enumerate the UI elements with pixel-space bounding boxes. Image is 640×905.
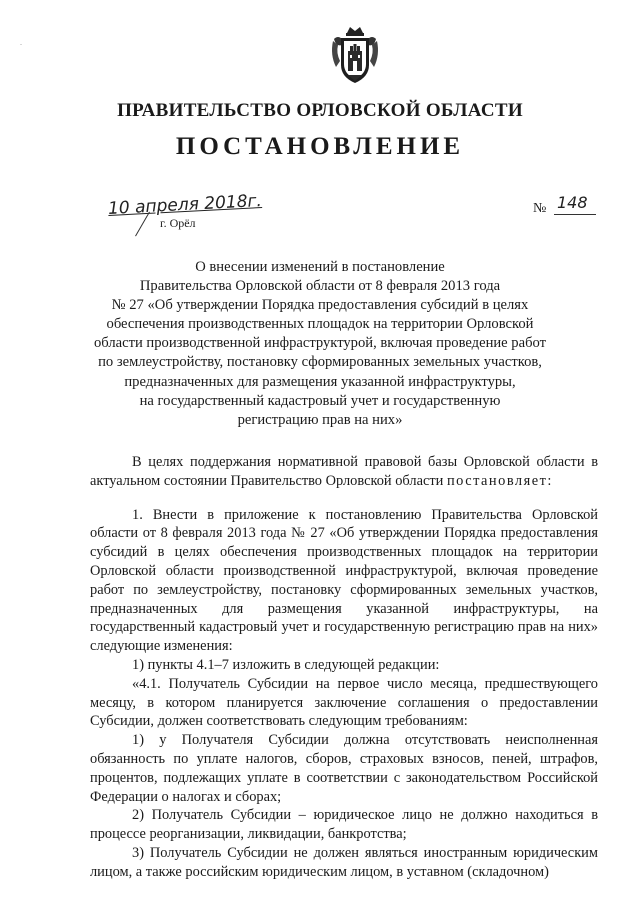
decree-word: постановляет: xyxy=(446,472,553,489)
number-underline xyxy=(554,214,596,215)
city-label: г. Орёл xyxy=(160,216,196,230)
subject-line: О внесении изменений в постановление xyxy=(195,259,445,275)
clause-paragraph: 1. Внести в приложение к постановлению Правительства Орловской области от 8 февраля 2013 года № 27 «Об утверждении Порядка предоставления субсидий в целях обеспечения производственных площадок на территории Орловской области производственной инфраструктурой, включая проведение работ по землеустройству, постановку сформированных земельных участков, предназначенных для размещения указанной инфраструктуры, на государственный кадастровый учет и государственную регистрацию прав на них» следующие изменения: xyxy=(90,506,598,655)
document-type-title: ПОСТАНОВЛЕНИЕ xyxy=(175,133,465,160)
margin-tick: . xyxy=(20,38,22,47)
subject-line: на государственный кадастровый учет и государственную xyxy=(139,392,501,409)
government-title: ПРАВИТЕЛЬСТВО ОРЛОВСКОЙ ОБЛАСТИ xyxy=(117,100,523,121)
subject-line: области производственной инфраструктурой, включая проведение работ xyxy=(94,335,546,352)
clause-paragraph: 2) Получатель Субсидии – юридическое лицо не должно находиться в процессе реорганизации, ликвидации, банкротства; xyxy=(90,807,598,843)
subject-line: Правительства Орловской области от 8 февраля 2013 года xyxy=(139,278,501,295)
preamble-paragraph xyxy=(90,453,598,491)
clause-paragraph: 1) пункты 4.1–7 изложить в следующей редакции: xyxy=(132,656,440,673)
clause-paragraph: 3) Получатель Субсидии не должен являться иностранным юридическим лицом, а также российским юридическим лицом, в уставном (складочном) xyxy=(90,844,598,880)
subject-line: по землеустройству, постановку сформированных земельных участков, xyxy=(98,354,542,371)
subject-line: предназначенных для размещения указанной инфраструктуры, xyxy=(124,373,516,390)
subject-line: регистрацию прав на них» xyxy=(237,411,403,428)
clause-paragraph: «4.1. Получатель Субсидии на первое число месяца, предшествующего месяцу, в котором планируется заключение соглашения о предоставлении Субсидии, должен соответствовать следующим требованиям: xyxy=(90,675,598,730)
document-body xyxy=(90,453,598,882)
document-subject xyxy=(90,258,550,430)
subject-line: № 27 «Об утверждении Порядка предоставления субсидий в целях xyxy=(111,297,529,314)
handwritten-number: 148 xyxy=(557,193,588,212)
handwritten-date: 10 апреля 2018г. xyxy=(107,190,263,220)
clause-paragraph: 1) у Получателя Субсидии должна отсутствовать неисполненная обязанность по уплате налогов, сборов, страховых взносов, пеней, штрафов, процентов, подлежащих уплате в соответствии с законодательством Российской Федерации о налогах и сборах; xyxy=(90,732,598,805)
coat-of-arms-emblem xyxy=(330,25,380,87)
preamble-text: В целях поддержания нормативной правовой базы Орловской области в актуальном состоянии Правительство Орловской области xyxy=(90,454,598,489)
subject-line: обеспечения производственных площадок на территории Орловской xyxy=(106,316,534,333)
number-label: № xyxy=(533,201,547,216)
